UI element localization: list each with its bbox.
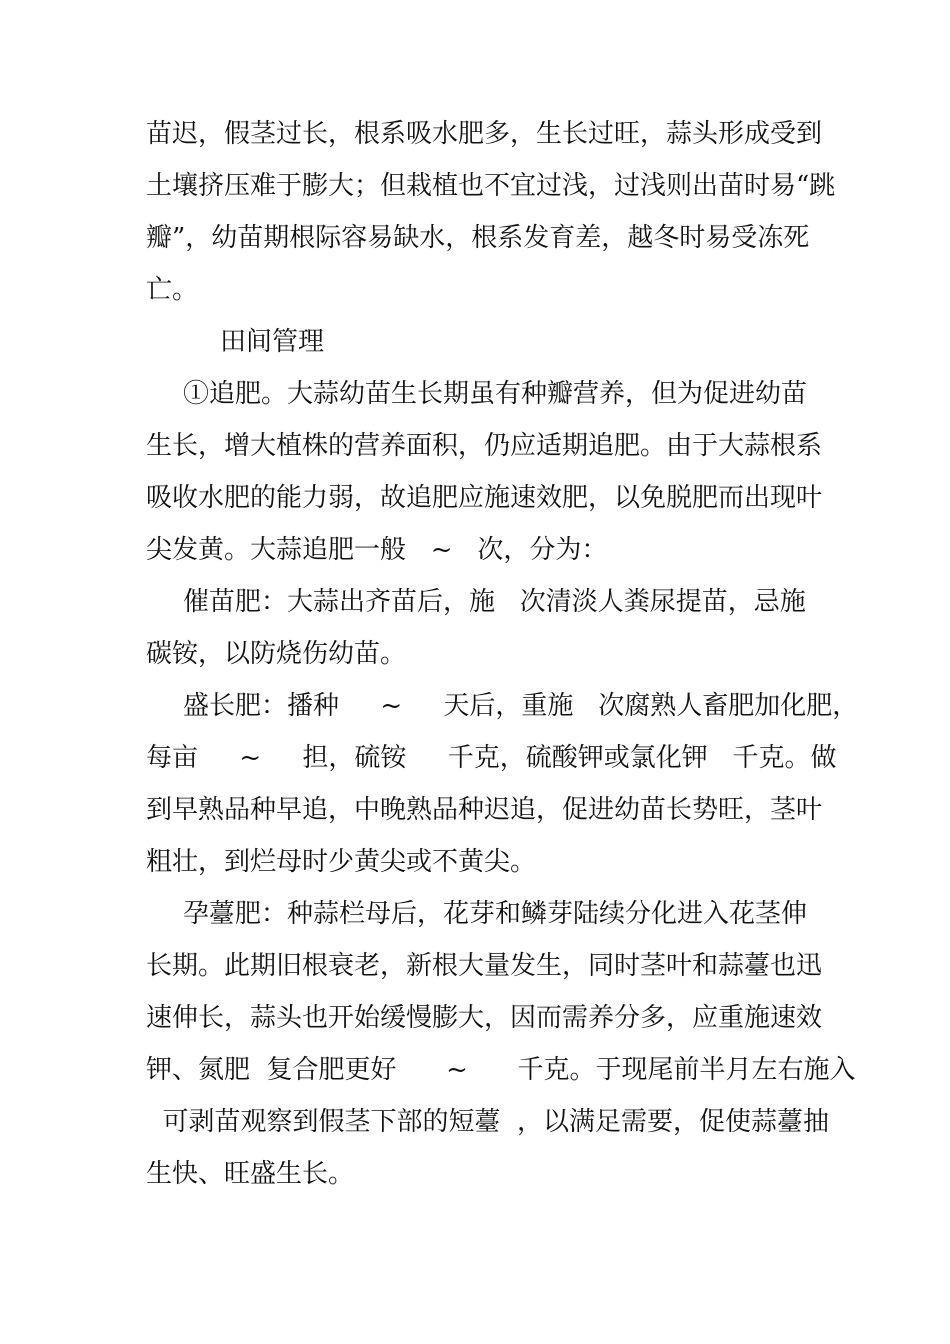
paragraph-line: 生快、旺盛生长。 (146, 1159, 355, 1189)
paragraph-line: 瓣”，幼苗期根际容易缺水，根系发育差，越冬时易受冻死 (146, 223, 810, 253)
paragraph-line: 粗壮，到烂母时少黄尖或不黄尖。 (146, 847, 537, 877)
paragraph-line: 长期。此期旧根衰老，新根大量发生，同时茎叶和蒜薹也迅 (146, 951, 823, 981)
paragraph-line: 盛长肥：播种 ~ 天后，重施 次腐熟人畜肥加化肥， (183, 691, 859, 721)
paragraph-line: 生长，增大植株的营养面积，仍应适期追肥。由于大蒜根系 (146, 431, 823, 461)
paragraph-line: 苗迟，假茎过长，根系吸水肥多，生长过旺，蒜头形成受到 (146, 119, 823, 149)
paragraph-line: 亡。 (146, 275, 199, 305)
paragraph-line: 速伸长，蒜头也开始缓慢膨大，因而需养分多，应重施速效 (146, 1003, 823, 1033)
paragraph-line: ①追肥。大蒜幼苗生长期虽有种瓣营养，但为促进幼苗 (183, 379, 808, 409)
paragraph-line: 到早熟品种早追，中晚熟品种迟追，促进幼苗长势旺，茎叶 (146, 795, 823, 825)
paragraph-line: 可剥苗观察到假茎下部的短薹 ，以满足需要，促使蒜薹抽 (146, 1107, 830, 1137)
paragraph-line: 尖发黄。大蒜追肥一般 ~ 次，分为： (146, 535, 608, 565)
paragraph-line: 钾、氮肥 复合肥更好 ~ 千克。于现尾前半月左右施入 (146, 1055, 856, 1085)
paragraph-line: 每亩 ~ 担，硫铵 千克，硫酸钾或氯化钾 千克。做 (146, 743, 837, 773)
paragraph-line: 吸收水肥的能力弱，故追肥应施速效肥，以免脱肥而出现叶 (146, 483, 823, 513)
paragraph-line: 催苗肥：大蒜出齐苗后，施 次清淡人粪尿提苗，忌施 (183, 587, 806, 617)
paragraph-line: 孕薹肥：种蒜栏母后，花芽和鳞芽陆续分化进入花茎伸 (183, 899, 808, 929)
paragraph-line: 土壤挤压难于膨大；但栽植也不宜过浅，过浅则出苗时易“跳 (146, 171, 836, 201)
section-heading: 田间管理 (220, 327, 325, 357)
paragraph-line: 碳铵，以防烧伤幼苗。 (146, 639, 407, 669)
